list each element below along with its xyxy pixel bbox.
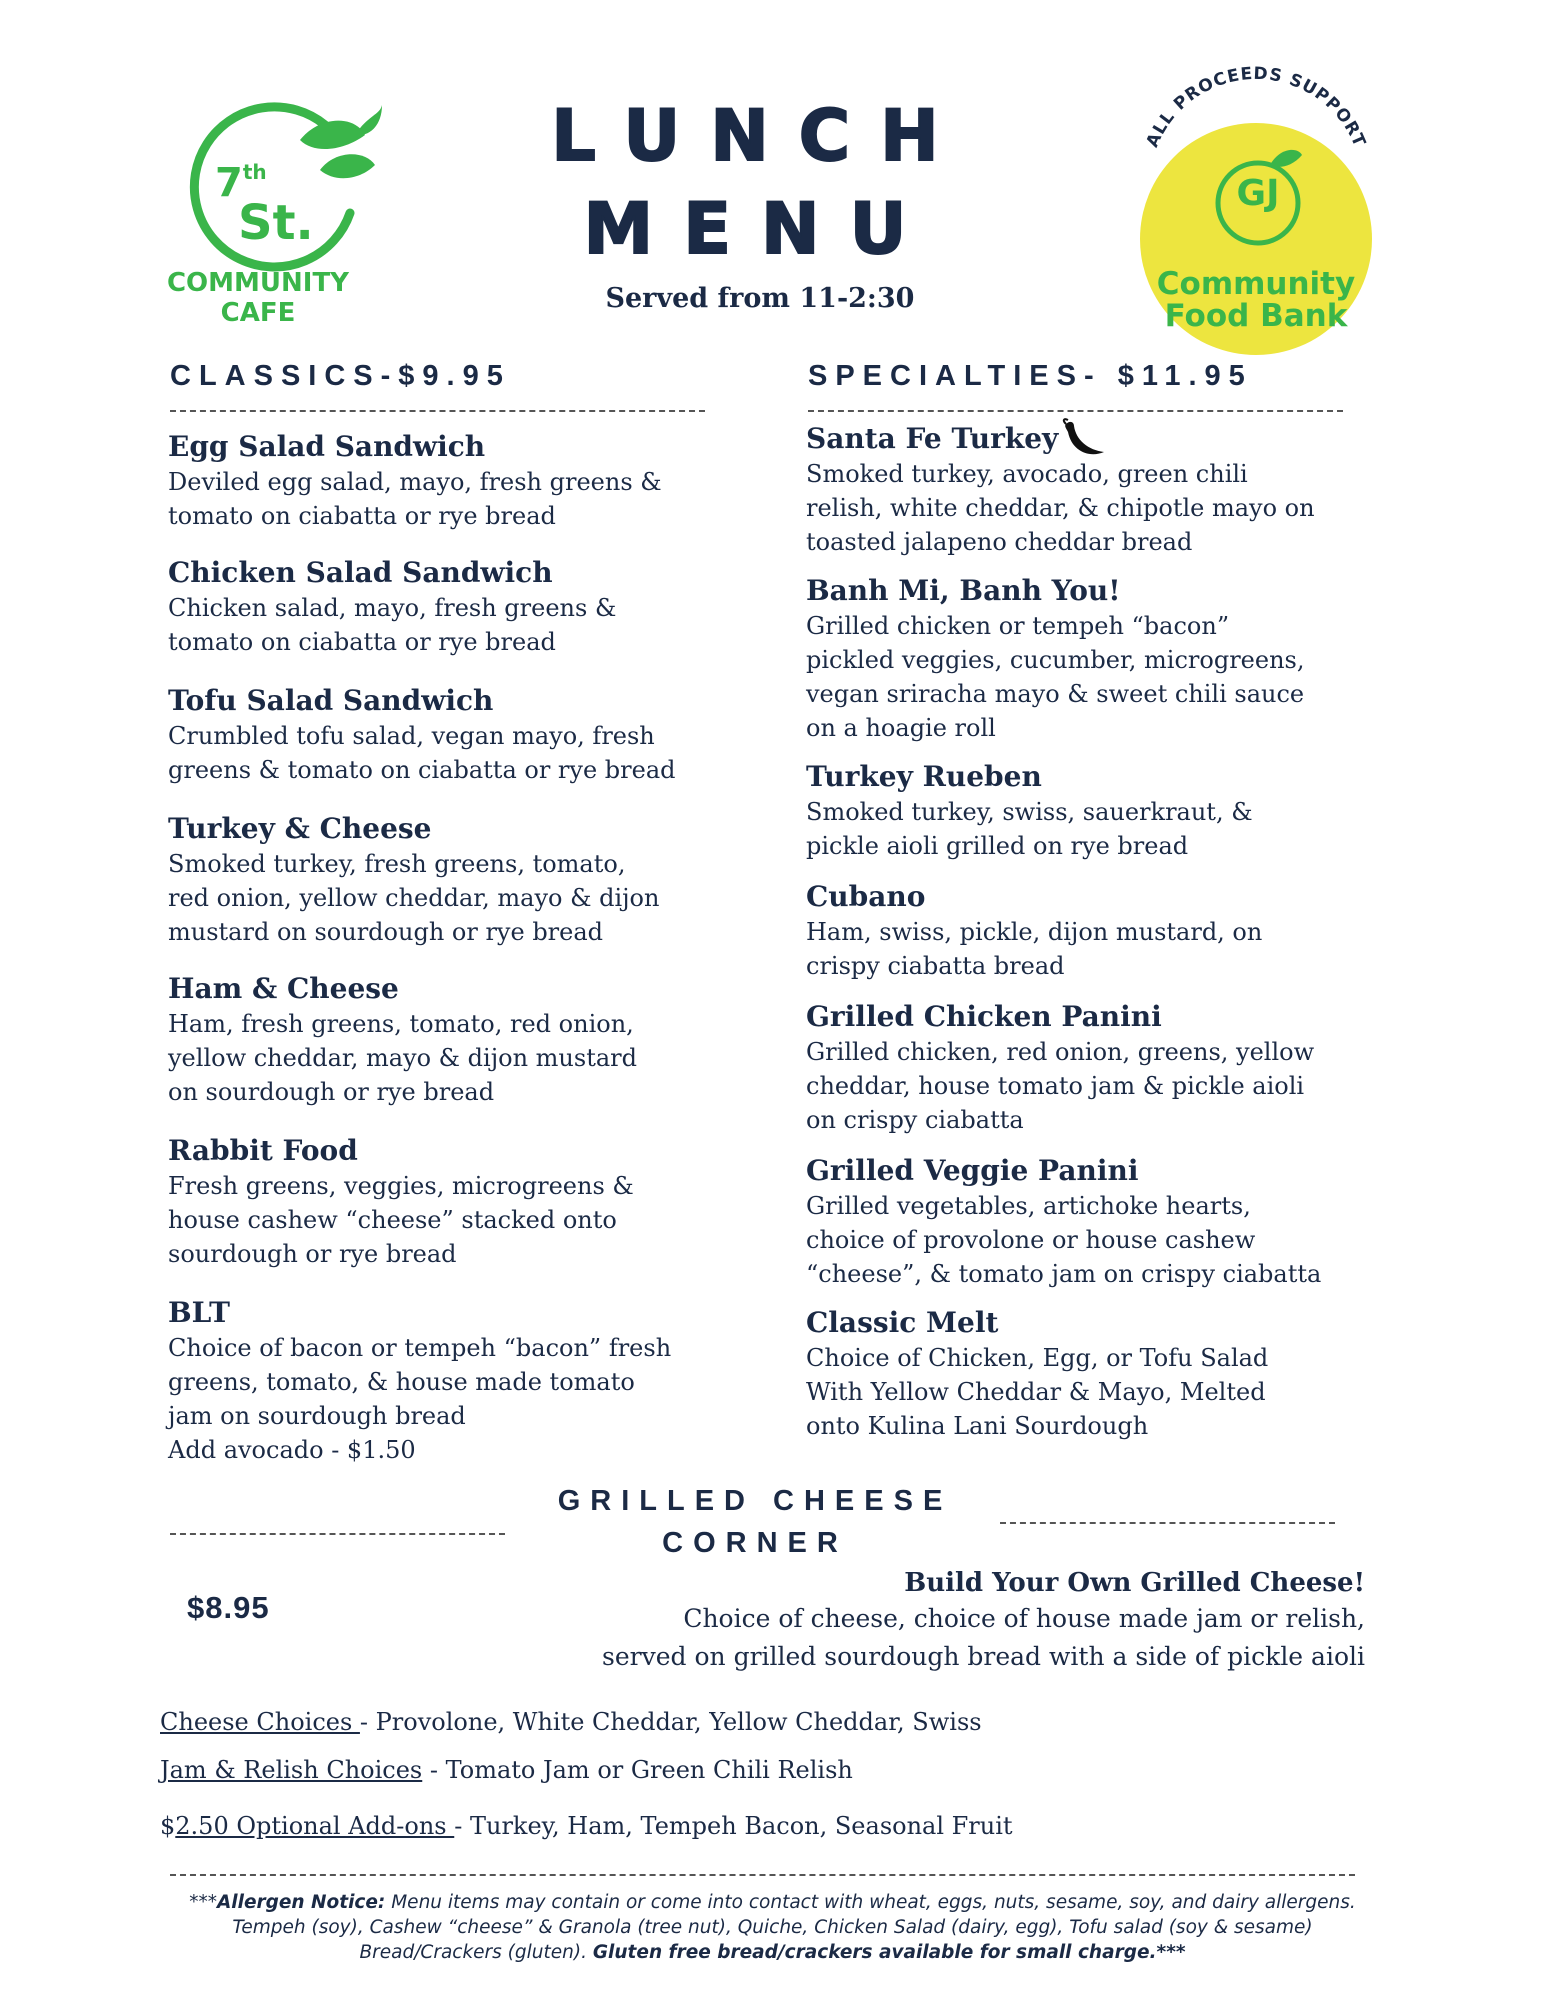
served-hours: Served from 11-2:30 [605,283,915,314]
specialty-item [806,574,1366,745]
leaf-icon [355,105,382,135]
item-description-line: on a hoagie roll [806,714,996,742]
cafe-name-line2: CAFE [220,298,296,328]
classic-item [168,812,728,949]
classic-item [168,684,728,787]
item-description-line: relish, white cheddar, & chipotle mayo on [806,494,1315,522]
item-description-line: Smoked turkey, avocado, green chili [806,460,1248,488]
item-description-line: Add avocado - $1.50 [168,1436,416,1464]
item-description-line: “cheese”, & tomato jam on crispy ciabatta [806,1260,1322,1288]
item-description-line: crispy ciabatta bread [806,952,1065,980]
item-description-line: Smoked turkey, fresh greens, tomato, [168,850,626,878]
item-name: Chicken Salad Sandwich [168,556,553,589]
item-description [806,795,1366,863]
build-your-own-line1: Choice of cheese, choice of house made jam or relish, [683,1604,1365,1633]
item-description [168,1007,728,1109]
item-description [168,591,728,659]
item-name: Santa Fe Turkey [806,422,1059,455]
item-description [806,1035,1366,1137]
optional-add-ons [160,1812,1013,1840]
item-name: Turkey & Cheese [168,812,432,845]
item-name: Grilled Veggie Panini [806,1154,1139,1187]
logo-street: St. [238,195,314,251]
classic-item [168,430,728,533]
grilled-cheese-heading-line2: CORNER [662,1527,848,1559]
item-description-line: on sourdough or rye bread [168,1078,495,1106]
specialties-heading: SPECIALTIES- $11.95 [808,360,1253,392]
item-description-line: Choice of Chicken, Egg, or Tofu Salad [806,1344,1269,1372]
food-bank-logo [1130,55,1390,334]
specialty-item [806,1000,1366,1137]
svg-text:ALL PROCEEDS SUPPORT: ALL PROCEEDS SUPPORT [1142,63,1370,151]
item-description [806,915,1366,983]
item-description-line: Fresh greens, veggies, microgreens & [168,1172,634,1200]
item-description [168,465,728,533]
item-name: BLT [168,1296,230,1329]
add-ons-prefix: $ [160,1812,176,1840]
allergen-line3: Bread/Crackers (gluten). Gluten free bread/crackers available for small charge.*** [359,1942,1186,1963]
specialty-item [806,880,1366,983]
item-description-line: tomato on ciabatta or rye bread [168,502,556,530]
item-description-line: house cashew “cheese” stacked onto [168,1206,617,1234]
item-description-line: yellow cheddar, mayo & dijon mustard [168,1044,637,1072]
item-description-line: on crispy ciabatta [806,1106,1024,1134]
add-ons-text: - Turkey, Ham, Tempeh Bacon, Seasonal Fruit [454,1812,1013,1840]
item-description-line: jam on sourdough bread [168,1402,466,1430]
item-description-line: choice of provolone or house cashew [806,1226,1256,1254]
item-description-line: vegan sriracha mayo & sweet chili sauce [806,680,1305,708]
build-your-own-title: Build Your Own Grilled Cheese! [904,1568,1365,1598]
add-ons-label: 2.50 Optional Add-ons [175,1812,455,1840]
item-description [168,847,728,949]
classics-heading: CLASSICS-$9.95 [170,360,511,392]
item-description [168,719,728,787]
specialty-item [806,1306,1366,1443]
menu-title-line1: LUNCH [551,95,969,177]
item-name: Classic Melt [806,1306,999,1339]
grilled-cheese-price: $8.95 [187,1590,270,1625]
item-description [806,609,1366,745]
item-description-line: Chicken salad, mayo, fresh greens & [168,594,617,622]
allergen-gluten-free: Gluten free bread/crackers available for small charge.*** [592,1942,1186,1963]
food-bank-name-line1: Community [1156,266,1356,302]
item-name: Cubano [806,880,926,913]
item-name: Tofu Salad Sandwich [168,684,494,717]
allergen-notice [60,1890,1485,1965]
item-description-line: toasted jalapeno cheddar bread [806,528,1193,556]
item-name: Banh Mi, Banh You! [806,574,1121,607]
item-name: Rabbit Food [168,1134,358,1167]
classic-item [168,1296,728,1467]
logo-number: 7th [215,160,267,206]
item-description [168,1169,728,1271]
item-description-line: Ham, fresh greens, tomato, red onion, [168,1010,634,1038]
item-description-line: Smoked turkey, swiss, sauerkraut, & [806,798,1253,826]
item-description [806,1189,1366,1291]
item-description-line: cheddar, house tomato jam & pickle aioli [806,1072,1305,1100]
classic-item [168,1134,728,1271]
item-description-line: Grilled chicken or tempeh “bacon” [806,612,1230,640]
item-description-line: tomato on ciabatta or rye bread [168,628,556,656]
item-description-line: Crumbled tofu salad, vegan mayo, fresh [168,722,655,750]
grilled-cheese-heading-line1: GRILLED CHEESE [557,1485,953,1517]
allergen-line1: ***Allergen Notice: Menu items may contain or come into contact with wheat, eggs, nuts, sesame, soy, and dairy allergens. [189,1892,1356,1913]
cheese-choices [160,1708,982,1736]
jam-relish-choices [160,1756,853,1784]
allergen-line2: Tempeh (soy), Cashew “cheese” & Granola (tree nut), Quiche, Chicken Salad (dairy, egg), Tofu salad (soy & sesame) [232,1917,1313,1938]
allergen-label: Allergen Notice: [216,1892,386,1913]
item-description-line: pickle aioli grilled on rye bread [806,832,1189,860]
item-description-line: sourdough or rye bread [168,1240,457,1268]
item-description-line: Deviled egg salad, mayo, fresh greens & [168,468,662,496]
build-your-own-line2: served on grilled sourdough bread with a side of pickle aioli [602,1642,1365,1671]
item-name: Ham & Cheese [168,972,399,1005]
item-description-line: pickled veggies, cucumber, microgreens, [806,646,1305,674]
divider [170,410,705,412]
item-description-line: greens, tomato, & house made tomato [168,1368,635,1396]
divider [170,1874,1355,1876]
classic-item [168,556,728,659]
cheese-choices-label: Cheese Choices [160,1708,360,1736]
item-name: Turkey Rueben [806,760,1042,793]
item-description-line: mustard on sourdough or rye bread [168,918,604,946]
item-description-line: Choice of bacon or tempeh “bacon” fresh [168,1334,672,1362]
jam-relish-label: Jam & Relish Choices [160,1756,423,1784]
item-description [806,457,1366,559]
cheese-choices-text: - Provolone, White Cheddar, Yellow Cheddar, Swiss [359,1708,982,1736]
item-description-line: Grilled vegetables, artichoke hearts, [806,1192,1251,1220]
specialty-item [806,760,1366,863]
specialty-item [806,1154,1366,1291]
divider [1000,1522,1335,1524]
chili-pepper-icon [1060,418,1108,460]
food-bank-name-line2: Food Bank [1164,298,1348,334]
cafe-name-line1: COMMUNITY [166,268,350,298]
menu-title-line2: MENU [583,188,937,270]
item-description-line: Grilled chicken, red onion, greens, yellow [806,1038,1315,1066]
item-description-line: red onion, yellow cheddar, mayo & dijon [168,884,660,912]
classic-item [168,972,728,1109]
item-description-line: greens & tomato on ciabatta or rye bread [168,756,676,784]
item-description-line: Ham, swiss, pickle, dijon mustard, on [806,918,1263,946]
jam-relish-text: - Tomato Jam or Green Chili Relish [422,1756,853,1784]
food-bank-monogram: GJ [1236,173,1280,214]
divider [808,410,1343,412]
item-name: Egg Salad Sandwich [168,430,486,463]
item-description-line: onto Kulina Lani Sourdough [806,1412,1149,1440]
item-description [168,1331,728,1467]
divider [170,1533,505,1535]
item-description-line: With Yellow Cheddar & Mayo, Melted [806,1378,1266,1406]
leaf-icon [1270,150,1302,167]
leaf-icon [320,154,375,178]
item-description [806,1341,1366,1443]
cafe-name [148,268,368,328]
item-name: Grilled Chicken Panini [806,1000,1162,1033]
